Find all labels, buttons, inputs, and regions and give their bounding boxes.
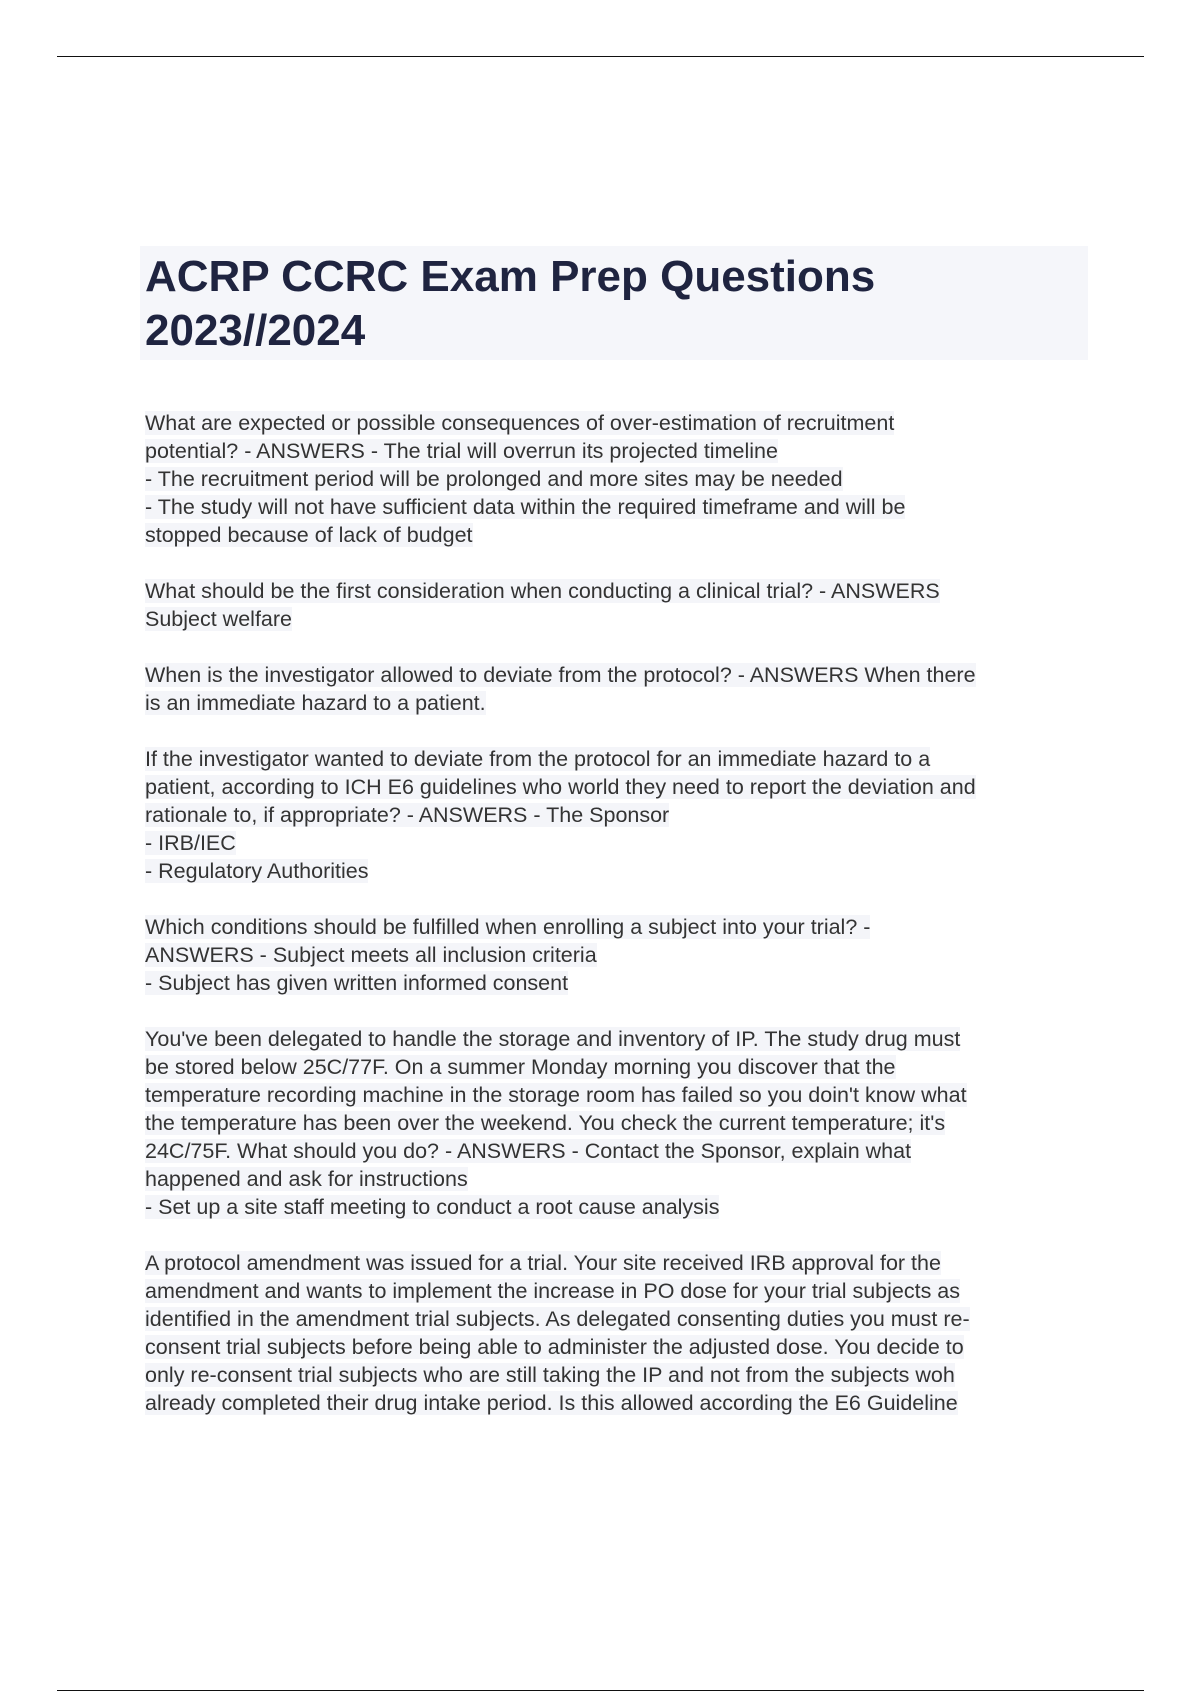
qa-item <box>145 913 1085 997</box>
qa-line: identified in the amendment trial subjects. As delegated consenting duties you must re- <box>145 1307 970 1331</box>
qa-line: If the investigator wanted to deviate from the protocol for an immediate hazard to a <box>145 747 931 771</box>
qa-line: happened and ask for instructions <box>145 1167 468 1191</box>
qa-line: rationale to, if appropriate? - ANSWERS - The Sponsor <box>145 803 670 827</box>
qa-line: What should be the first consideration when conducting a clinical trial? - ANSWERS <box>145 579 940 603</box>
qa-line: patient, according to ICH E6 guidelines who world they need to report the deviation and <box>145 775 976 799</box>
qa-line: What are expected or possible consequences of over-estimation of recruitment <box>145 411 895 435</box>
qa-line: potential? - ANSWERS - The trial will overrun its projected timeline <box>145 439 778 463</box>
qa-line: - The study will not have sufficient data within the required timeframe and will be <box>145 495 906 519</box>
qa-line: A protocol amendment was issued for a trial. Your site received IRB approval for the <box>145 1251 941 1275</box>
qa-line: already completed their drug intake period. Is this allowed according the E6 Guideline <box>145 1391 958 1415</box>
qa-item <box>145 661 1085 717</box>
qa-line: ANSWERS - Subject meets all inclusion criteria <box>145 943 597 967</box>
qa-line: Which conditions should be fulfilled when enrolling a subject into your trial? - <box>145 915 871 939</box>
qa-content <box>145 409 1085 1445</box>
qa-line: - Set up a site staff meeting to conduct a root cause analysis <box>145 1195 720 1219</box>
qa-line: 24C/75F. What should you do? - ANSWERS - Contact the Sponsor, explain what <box>145 1139 912 1163</box>
title-block <box>140 246 1088 360</box>
qa-line: - Subject has given written informed consent <box>145 971 569 995</box>
qa-line: You've been delegated to handle the storage and inventory of IP. The study drug must <box>145 1027 961 1051</box>
qa-line: amendment and wants to implement the increase in PO dose for your trial subjects as <box>145 1279 961 1303</box>
qa-line: - IRB/IEC <box>145 831 236 855</box>
title-line: 2023//2024 <box>145 306 366 355</box>
qa-line: - Regulatory Authorities <box>145 859 369 883</box>
qa-item <box>145 409 1085 549</box>
qa-line: Subject welfare <box>145 607 292 631</box>
qa-line: consent trial subjects before being able to administer the adjusted dose. You decide to <box>145 1335 964 1359</box>
qa-line: is an immediate hazard to a patient. <box>145 691 486 715</box>
header-rule <box>57 56 1144 57</box>
qa-line: be stored below 25C/77F. On a summer Monday morning you discover that the <box>145 1055 896 1079</box>
qa-line: the temperature has been over the weekend. You check the current temperature; it's <box>145 1111 946 1135</box>
qa-item <box>145 745 1085 885</box>
title-line: ACRP CCRC Exam Prep Questions <box>145 252 876 301</box>
qa-line: When is the investigator allowed to deviate from the protocol? - ANSWERS When there <box>145 663 976 687</box>
qa-line: temperature recording machine in the storage room has failed so you doin't know what <box>145 1083 967 1107</box>
qa-line: stopped because of lack of budget <box>145 523 473 547</box>
qa-line: only re-consent trial subjects who are still taking the IP and not from the subjects woh <box>145 1363 955 1387</box>
page-title <box>145 246 1088 358</box>
footer-rule <box>57 1690 1144 1691</box>
qa-item <box>145 577 1085 633</box>
qa-item <box>145 1025 1085 1221</box>
qa-line: - The recruitment period will be prolonged and more sites may be needed <box>145 467 843 491</box>
qa-item <box>145 1249 1085 1417</box>
